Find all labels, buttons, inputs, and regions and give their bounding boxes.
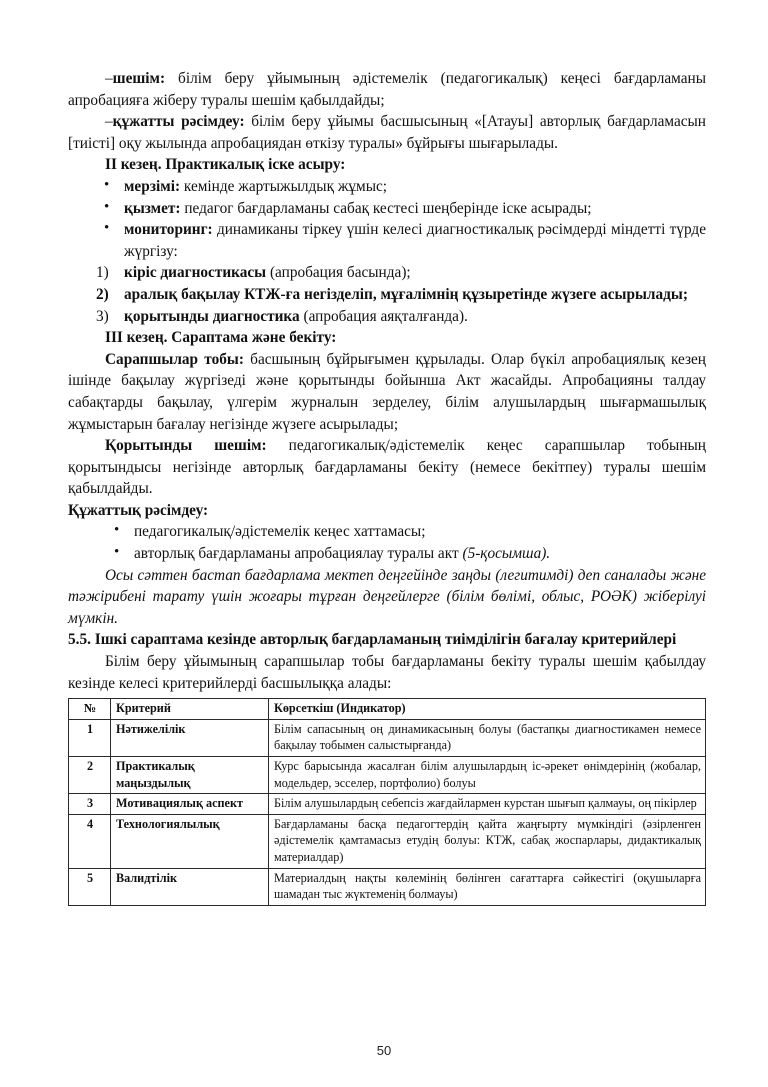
- stage2-bullet-list: [68, 176, 706, 262]
- table-header: [69, 699, 706, 720]
- paragraph-italic-note: [68, 565, 706, 630]
- dash-marker: –: [105, 113, 113, 131]
- criteria-table: [68, 698, 706, 906]
- table-body: [69, 719, 706, 905]
- cell-indicator: Білім сапасының оң динамикасының болуы (бастапқы диагностикамен немесе бақылау тобымен салыстырғанда): [269, 719, 706, 756]
- page-number: 50: [376, 1043, 392, 1058]
- paragraph-kuzhatty: [68, 111, 706, 154]
- experts-text: басшының бұйрығымен құрылады. Олар бүкіл апробациялық кезең ішінде бақылау жүргізеді және қорытынды бойынша Акт жасайды. Апробацияны талдау сабақтарды бақылау, үлгерім журналын зерделеу, білім алушылардың шығармашылық жұмыстарын бағалау негізінде жүзеге асырылады;: [68, 350, 706, 433]
- bullet-italic-tail: (5-қосымша).: [462, 545, 551, 563]
- cell-indicator: Бағдарламаны басқа педагогтердің қайта жаңғырту мүмкіндігі (әзірленген әдістемелік қамтамасыз етудің болуы: КТЖ, сабақ жоспарлары, дидактикалық материалдар): [269, 814, 706, 868]
- bullet-text: педагогикалық/әдістемелік кеңес хаттамасы;: [134, 523, 426, 541]
- cell-criterion: Нәтижелілік: [111, 719, 269, 756]
- column-header-number: №: [69, 699, 111, 720]
- cell-number: 2: [69, 757, 111, 794]
- dash-marker: –: [105, 70, 113, 87]
- cell-number: 5: [69, 868, 111, 905]
- kuzhatty-text: білім беру ұйымы басшысының «[Атауы] авторлық бағдарламасын [тиісті] оқу жылында апробациядан өткізу туралы» бұйрығы шығарылады.: [68, 113, 706, 152]
- list-item: [68, 219, 706, 262]
- bullet-text: педагог бағдарламаны сабақ кестесі шеңберінде іске асырады;: [180, 199, 592, 217]
- page-content: [68, 68, 706, 906]
- heading-documentation: [68, 500, 706, 522]
- heading-stage-2-text: II кезең. Практикалық іске асыру:: [105, 156, 346, 174]
- item-rest-text: (апробация басында);: [266, 264, 411, 282]
- documentation-bullet-list: [68, 521, 706, 564]
- item-bold-text: аралық бақылау КТЖ-ға негізделіп, мұғалімнің құзыретінде жүзеге асырылады;: [124, 285, 688, 303]
- section-number: 5.5.: [68, 631, 91, 649]
- table-row: [69, 868, 706, 905]
- experts-label: Сарапшылар тобы:: [105, 350, 244, 368]
- heading-stage-2: [68, 154, 706, 176]
- paragraph-experts: [68, 349, 706, 435]
- list-item: [68, 284, 706, 306]
- section-heading-5-5: [68, 629, 706, 651]
- cell-number: 1: [69, 719, 111, 756]
- diagnostics-numbered-list: [68, 262, 706, 327]
- italic-note-text: Осы сәттен бастап бағдарлама мектеп деңгейінде заңды (легитимді) деп саналады және тәжірибені тарату үшін жоғары тұрған деңгейлерге (білім бөлімі, облыс, РОӘК) жіберілуі мүмкін.: [68, 566, 706, 627]
- bullet-label: мониторинг:: [124, 221, 213, 239]
- heading-stage-3: [68, 327, 706, 349]
- kuzhatty-label: құжатты рәсімдеу:: [112, 113, 245, 131]
- cell-criterion: Валидтілік: [111, 868, 269, 905]
- list-item: [68, 521, 706, 543]
- item-bold-text: қорытынды диагностика: [124, 307, 300, 325]
- column-header-criterion: Критерий: [111, 699, 269, 720]
- cell-number: 4: [69, 814, 111, 868]
- cell-criterion: Практикалық маңыздылық: [111, 757, 269, 794]
- bullet-text: авторлық бағдарламаны апробациялау туралы акт: [134, 545, 463, 563]
- bullet-label: мерзімі:: [124, 177, 181, 195]
- sheshim-text: білім беру ұйымының әдістемелік (педагогикалық) кеңесі бағдарламаны апробацияға жіберу туралы шешім қабылдайды;: [68, 70, 706, 109]
- section-title: Ішкі сараптама кезінде авторлық бағдарламаның тиімділігін бағалау критерийлері: [90, 631, 677, 649]
- list-item: [68, 306, 706, 328]
- cell-criterion: Мотивациялық аспект: [111, 794, 269, 815]
- paragraph-sheshim: [68, 68, 706, 111]
- cell-indicator: Білім алушылардың себепсіз жағдайлармен курстан шығып қалмауы, оң пікірлер: [269, 794, 706, 815]
- bullet-text: кемінде жартыжылдық жұмыс;: [180, 177, 388, 195]
- bullet-label: қызмет:: [124, 199, 181, 217]
- final-decision-text: педагогикалық/әдістемелік кеңес сарапшылар тобының қорытындысы негізінде авторлық бағдарламаны бекіту (немесе бекітпеу) туралы шешім қабылдайды.: [68, 437, 706, 498]
- bullet-text: динамиканы тіркеу үшін келесі диагностикалық рәсімдерді міндетті түрде жүргізу:: [124, 221, 706, 260]
- cell-criterion: Технологиялылық: [111, 814, 269, 868]
- list-item: [68, 262, 706, 284]
- cell-number: 3: [69, 794, 111, 815]
- paragraph-table-intro: [68, 651, 706, 694]
- cell-indicator: Материалдың нақты көлемінің бөлінген сағаттарға сәйкестігі (оқушыларға шамадан тыс жүктеменің болмауы): [269, 868, 706, 905]
- item-bold-text: кіріс диагностикасы: [124, 264, 267, 282]
- table-header-row: [69, 699, 706, 720]
- table-row: [69, 757, 706, 794]
- column-header-indicator: Көрсеткіш (Индикатор): [269, 699, 706, 720]
- heading-documentation-text: Құжаттық рәсімдеу:: [68, 501, 209, 519]
- list-item: [68, 198, 706, 220]
- paragraph-final-decision: [68, 435, 706, 500]
- item-rest-text: (апробация аяқталғанда).: [299, 307, 468, 325]
- table-row: [69, 719, 706, 756]
- heading-stage-3-text: III кезең. Сараптама және бекіту:: [105, 329, 337, 347]
- sheshim-label: шешім:: [112, 70, 166, 87]
- cell-indicator: Курс барысында жасалған білім алушылардың іс-әрекет өнімдерінің (жобалар, модельдер, эсселер, портфолио) болуы: [269, 757, 706, 794]
- table-intro-text: Білім беру ұйымының сарапшылар тобы бағдарламаны бекіту туралы шешім қабылдау кезінде келесі критерийлерді басшылыққа алады:: [68, 653, 706, 692]
- table-row: [69, 794, 706, 815]
- list-item: [68, 543, 706, 565]
- final-decision-label: Қорытынды шешім:: [105, 437, 267, 455]
- table-row: [69, 814, 706, 868]
- list-item: [68, 176, 706, 198]
